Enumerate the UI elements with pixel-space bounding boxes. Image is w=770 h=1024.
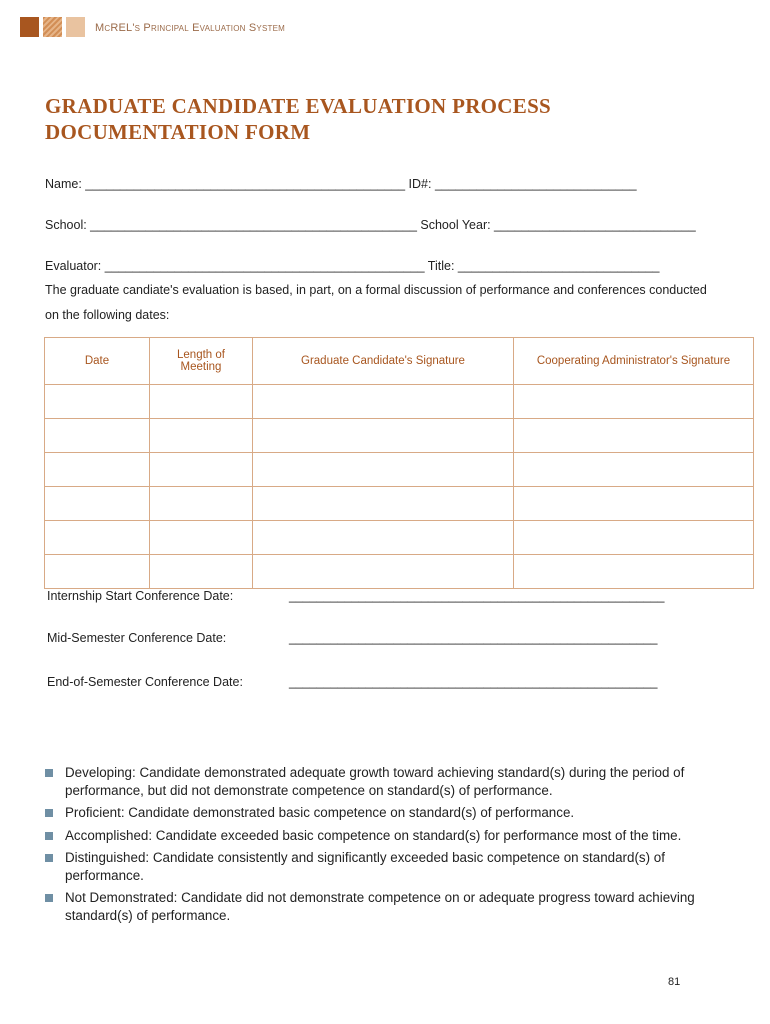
list-item [45, 804, 725, 822]
rating-developing: Developing: Candidate demonstrated adequate growth toward achieving standard(s) during the period of performance, but did not demonstrate competence on standard(s) of performance. [65, 765, 685, 798]
admin-signature-cell[interactable] [514, 453, 754, 487]
list-item [45, 889, 725, 924]
date-cell[interactable] [45, 419, 150, 453]
list-item [45, 764, 725, 799]
running-header: McREL's Principal Evaluation System [95, 22, 285, 34]
title-line-1: GRADUATE CANDIDATE EVALUATION PROCESS [45, 94, 552, 118]
end-of-semester-label: End-of-Semester Conference Date: [47, 675, 243, 689]
list-item [45, 827, 725, 845]
evaluator-title-field[interactable]: Evaluator: ______________________________________________ Title: _____________________________ [45, 259, 660, 273]
rating-not-demonstrated: Not Demonstrated: Candidate did not demonstrate competence on or adequate progress toward achieving standard(s) of performance. [65, 890, 695, 923]
admin-signature-cell[interactable] [514, 521, 754, 555]
intro-line-2: on the following dates: [45, 308, 170, 322]
candidate-signature-cell[interactable] [253, 555, 514, 589]
title-line-2: DOCUMENTATION FORM [45, 120, 311, 144]
header-length: Length of Meeting [150, 338, 253, 385]
length-cell[interactable] [150, 555, 253, 589]
candidate-signature-cell[interactable] [253, 487, 514, 521]
logo-square-pattern [43, 17, 62, 37]
rating-proficient: Proficient: Candidate demonstrated basic competence on standard(s) of performance. [65, 805, 575, 820]
date-cell[interactable] [45, 487, 150, 521]
square-bullet-icon [45, 769, 53, 777]
date-cell[interactable] [45, 453, 150, 487]
header-admin-signature: Cooperating Administrator's Signature [514, 338, 754, 385]
table-row [45, 453, 754, 487]
table-row [45, 555, 754, 589]
school-year-field[interactable]: School: _______________________________________________ School Year: _____________________________ [45, 218, 696, 232]
header-logo-squares [20, 17, 85, 37]
page-title [45, 93, 551, 145]
mid-semester-label: Mid-Semester Conference Date: [47, 631, 227, 645]
mid-semester-blank[interactable]: _____________________________________________________ [289, 631, 658, 645]
header-date: Date [45, 338, 150, 385]
square-bullet-icon [45, 854, 53, 862]
header-candidate-signature: Graduate Candidate's Signature [253, 338, 514, 385]
rating-distinguished: Distinguished: Candidate consistently and significantly exceeded basic competence on standard(s) of performance. [65, 850, 665, 883]
candidate-signature-cell[interactable] [253, 453, 514, 487]
rating-definitions-list [45, 764, 725, 929]
end-of-semester-blank[interactable]: _____________________________________________________ [289, 675, 658, 689]
square-bullet-icon [45, 809, 53, 817]
internship-start-label: Internship Start Conference Date: [47, 589, 234, 603]
admin-signature-cell[interactable] [514, 385, 754, 419]
table-row [45, 487, 754, 521]
meeting-log-table [44, 337, 754, 589]
table-row [45, 419, 754, 453]
length-cell[interactable] [150, 385, 253, 419]
admin-signature-cell[interactable] [514, 487, 754, 521]
length-cell[interactable] [150, 521, 253, 555]
date-cell[interactable] [45, 521, 150, 555]
candidate-signature-cell[interactable] [253, 385, 514, 419]
list-item [45, 849, 725, 884]
admin-signature-cell[interactable] [514, 555, 754, 589]
length-cell[interactable] [150, 419, 253, 453]
internship-start-blank[interactable]: ______________________________________________________ [289, 589, 665, 603]
length-cell[interactable] [150, 453, 253, 487]
rating-accomplished: Accomplished: Candidate exceeded basic competence on standard(s) for performance most of the time. [65, 827, 682, 843]
name-id-field[interactable]: Name: ______________________________________________ ID#: _____________________________ [45, 177, 637, 191]
date-cell[interactable] [45, 385, 150, 419]
date-cell[interactable] [45, 555, 150, 589]
square-bullet-icon [45, 832, 53, 840]
page-number: 81 [668, 976, 681, 988]
table-row [45, 521, 754, 555]
length-cell[interactable] [150, 487, 253, 521]
table-header-row [45, 338, 754, 385]
logo-square-light [66, 17, 85, 37]
candidate-signature-cell[interactable] [253, 419, 514, 453]
admin-signature-cell[interactable] [514, 419, 754, 453]
table-row [45, 385, 754, 419]
candidate-signature-cell[interactable] [253, 521, 514, 555]
square-bullet-icon [45, 894, 53, 902]
logo-square-dark [20, 17, 39, 37]
intro-line-1: The graduate candiate's evaluation is based, in part, on a formal discussion of performance and conferences conducted [45, 283, 707, 297]
